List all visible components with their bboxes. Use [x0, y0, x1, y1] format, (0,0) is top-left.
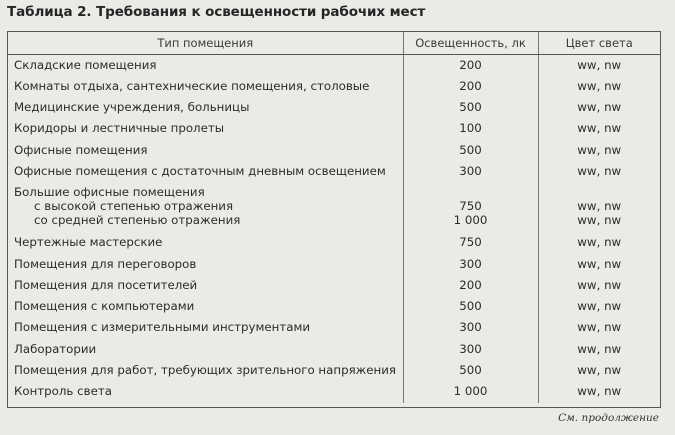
- light-color-cell: ww, nw: [577, 142, 622, 157]
- light-color-cell: ww, nw: [577, 100, 622, 115]
- table-row: [8, 381, 660, 402]
- illuminance-cell: 1 000: [403, 381, 538, 402]
- illuminance-cell: 300: [403, 339, 538, 360]
- illuminance-cell: 200: [403, 76, 538, 97]
- illuminance-cell: 500: [403, 97, 538, 118]
- room-type-cell: Медицинские учреждения, больницы: [8, 97, 403, 118]
- table-row: [8, 296, 660, 317]
- continuation-note: См. продолжение: [558, 412, 659, 424]
- illuminance-value: 750: [459, 199, 482, 214]
- room-type-cell: [8, 182, 403, 232]
- table-row: [8, 97, 660, 118]
- table-row: [8, 339, 660, 360]
- room-type-cell: Контроль света: [8, 381, 403, 402]
- room-type-cell: Складские помещения: [8, 55, 403, 76]
- room-type-cell: Комнаты отдыха, сантехнические помещения, столовые: [8, 76, 403, 97]
- light-color-cell: ww, nw: [577, 58, 622, 72]
- light-color-cell: ww, nw: [577, 235, 622, 250]
- room-type-cell: Коридоры и лестничные пролеты: [8, 118, 403, 139]
- lighting-requirements-table: [7, 31, 661, 408]
- table-row: [8, 275, 660, 296]
- illuminance-cell: [403, 182, 538, 232]
- illuminance-cell: 300: [403, 317, 538, 338]
- light-color-cell: ww, nw: [577, 320, 622, 335]
- illuminance-cell: 200: [403, 55, 538, 76]
- room-subtype-label: со средней степенью отражения: [34, 213, 241, 228]
- illuminance-cell: 100: [403, 118, 538, 139]
- room-type-cell: Помещения с компьютерами: [8, 296, 403, 317]
- table-title: Таблица 2. Требования к освещенности рабочих мест: [7, 4, 426, 20]
- illuminance-cell: 300: [403, 254, 538, 275]
- table-row: [8, 317, 660, 338]
- table-row: [8, 161, 660, 182]
- table-row: [8, 232, 660, 253]
- table-header-row: [8, 32, 660, 55]
- light-color-value: ww, nw: [577, 199, 622, 214]
- illuminance-cell: 300: [403, 161, 538, 182]
- light-color-cell: ww, nw: [577, 121, 622, 136]
- light-color-cell: ww, nw: [577, 277, 622, 292]
- header-light-color: Цвет света: [538, 32, 660, 55]
- header-illuminance: Освещенность, лк: [403, 32, 538, 55]
- room-type-cell: Помещения для работ, требующих зрительного напряжения: [8, 360, 403, 381]
- table-row: [8, 254, 660, 275]
- light-color-cell: ww, nw: [577, 78, 622, 93]
- table-row: [8, 76, 660, 97]
- table-row: [8, 55, 660, 76]
- room-type-cell: Помещения для посетителей: [8, 275, 403, 296]
- light-color-cell: [538, 182, 660, 232]
- table-row: [8, 118, 660, 139]
- illuminance-value: 1 000: [453, 213, 488, 228]
- light-color-cell: ww, nw: [577, 341, 622, 356]
- light-color-value: ww, nw: [577, 213, 622, 228]
- illuminance-cell: 200: [403, 275, 538, 296]
- room-type-cell: Помещения с измерительными инструментами: [8, 317, 403, 338]
- room-subtype-label: с высокой степенью отражения: [34, 199, 234, 214]
- illuminance-cell: 500: [403, 296, 538, 317]
- room-group-label: Большие офисные помещения: [14, 185, 205, 200]
- table-row-group: [8, 182, 660, 232]
- header-room-type: Тип помещения: [8, 32, 403, 55]
- light-color-cell: ww, nw: [577, 299, 622, 314]
- light-color-cell: ww, nw: [577, 163, 622, 178]
- illuminance-cell: 500: [403, 140, 538, 161]
- illuminance-cell: 750: [403, 232, 538, 253]
- light-color-cell: ww, nw: [577, 363, 622, 378]
- illuminance-cell: 500: [403, 360, 538, 381]
- light-color-cell: ww, nw: [577, 384, 622, 399]
- room-type-cell: Офисные помещения с достаточным дневным освещением: [8, 161, 403, 182]
- table-row: [8, 140, 660, 161]
- room-type-cell: Чертежные мастерские: [8, 232, 403, 253]
- room-type-cell: Помещения для переговоров: [8, 254, 403, 275]
- light-color-cell: ww, nw: [577, 256, 622, 271]
- room-type-cell: Лаборатории: [8, 339, 403, 360]
- table-row: [8, 360, 660, 381]
- room-type-cell: Офисные помещения: [8, 140, 403, 161]
